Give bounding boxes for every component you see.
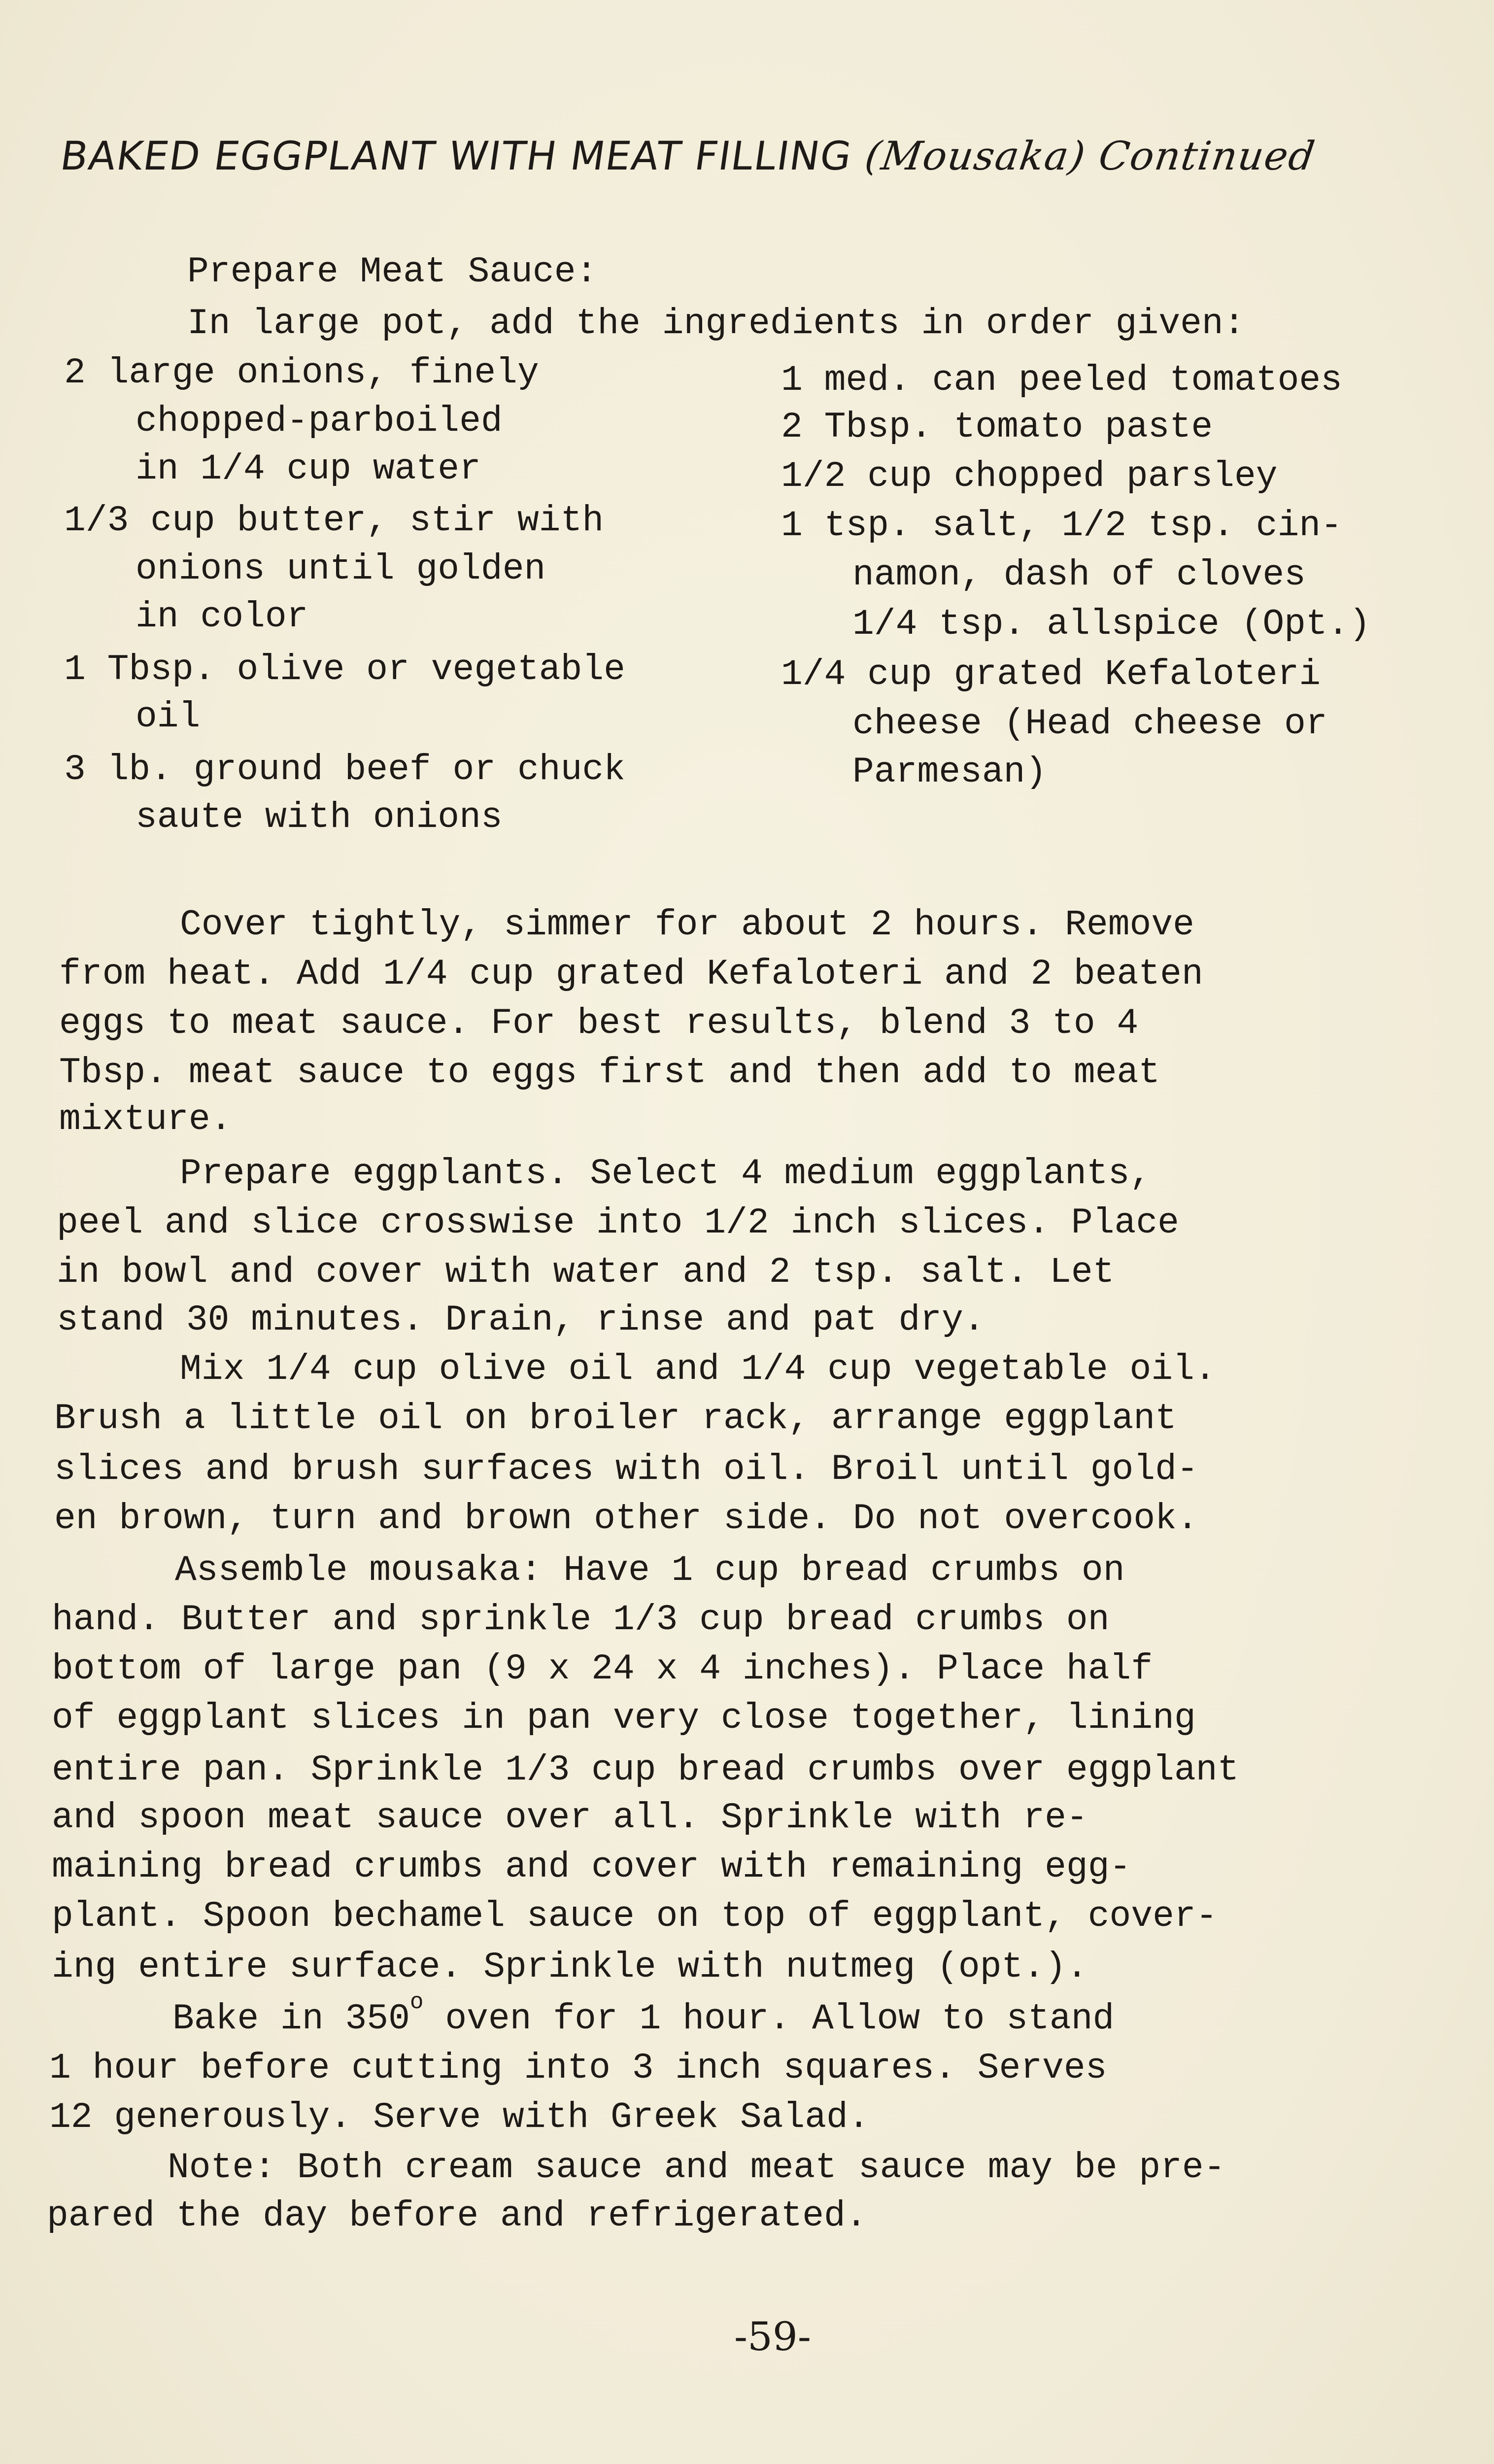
ingredient-right: 1/2 cup chopped parsley (781, 456, 1278, 497)
body-line: 1 hour before cutting into 3 inch squares. Serves (49, 2048, 1107, 2088)
body-line: plant. Spoon bechamel sauce on top of eggplant, cover- (52, 1896, 1218, 1937)
page-number: -59- (734, 2314, 811, 2360)
body-line: hand. Butter and sprinkle 1/3 cup bread crumbs on (52, 1599, 1110, 1640)
body-line: Cover tightly, simmer for about 2 hours. Remove (180, 904, 1194, 945)
body-line: in bowl and cover with water and 2 tsp. salt. Let (57, 1252, 1115, 1293)
body-line: stand 30 minutes. Drain, rinse and pat dry. (57, 1300, 985, 1340)
ingredient-right: cheese (Head cheese or (852, 703, 1327, 744)
title-continued: Continued (1096, 133, 1319, 179)
title-alt-name: (Mousaka) (862, 133, 1089, 179)
ingredient-right: Parmesan) (852, 752, 1047, 792)
ingredient-left: in 1/4 cup water (136, 448, 481, 489)
body-line: slices and brush surfaces with oil. Broil until gold- (54, 1449, 1198, 1490)
body-line (172, 1989, 1115, 2039)
body-line: Prepare eggplants. Select 4 medium eggplants, (180, 1153, 1152, 1194)
ingredient-right: 1/4 tsp. allspice (Opt.) (852, 604, 1371, 645)
body-line: eggs to meat sauce. For best results, blend 3 to 4 (59, 1003, 1139, 1044)
body-line: ing entire surface. Sprinkle with nutmeg (opt.). (52, 1947, 1088, 1987)
body-line: entire pan. Sprinkle 1/3 cup bread crumbs over eggplant (52, 1749, 1239, 1790)
title-main: BAKED EGGPLANT WITH MEAT FILLING (57, 133, 855, 179)
ingredient-left: onions until golden (136, 548, 546, 589)
bake-instruction-text: oven for 1 hour. Allow to stand (445, 1998, 1115, 2039)
ingredient-right: 1 med. can peeled tomatoes (781, 360, 1342, 401)
body-line: peel and slice crosswise into 1/2 inch slices. Place (57, 1202, 1179, 1243)
body-line: Brush a little oil on broiler rack, arrange eggplant (54, 1398, 1177, 1439)
body-line: en brown, turn and brown other side. Do not overcook. (54, 1498, 1198, 1539)
ingredient-left: in color (136, 596, 308, 637)
body-line: Assemble mousaka: Have 1 cup bread crumbs on (175, 1550, 1125, 1591)
ingredient-right: 1/4 cup grated Kefaloteri (781, 654, 1321, 695)
ingredient-right: namon, dash of cloves (852, 554, 1306, 595)
body-line: Note: Both cream sauce and meat sauce may be pre- (168, 2147, 1225, 2188)
ingredient-left: oil (136, 696, 201, 737)
ingredient-left: 3 lb. ground beef or chuck (64, 749, 625, 790)
ingredient-right: 1 tsp. salt, 1/2 tsp. cin- (781, 505, 1342, 546)
bake-temp-text: Bake in 350 (172, 1998, 410, 2039)
body-line: Mix 1/4 cup olive oil and 1/4 cup vegetable oil. (180, 1349, 1216, 1390)
ingredient-left: 2 large onions, finely (64, 352, 539, 393)
body-line: maining bread crumbs and cover with remaining egg- (52, 1847, 1131, 1887)
ingredient-left: 1/3 cup butter, stir with (64, 500, 604, 541)
body-line: mixture. (59, 1099, 232, 1140)
ingredient-left: chopped-parboiled (136, 401, 503, 442)
body-line: pared the day before and refrigerated. (47, 2195, 867, 2236)
ingredient-right: 2 Tbsp. tomato paste (781, 407, 1213, 447)
meat-sauce-heading: Prepare Meat Sauce: (187, 251, 598, 292)
degree-mark: o (409, 1989, 424, 2015)
body-line: 12 generously. Serve with Greek Salad. (49, 2097, 870, 2138)
meat-sauce-intro: In large pot, add the ingredients in order given: (187, 303, 1245, 344)
body-line: bottom of large pan (9 x 24 x 4 inches). Place half (52, 1648, 1153, 1689)
recipe-title (58, 133, 1319, 179)
body-line: of eggplant slices in pan very close together, lining (52, 1698, 1196, 1739)
ingredient-left: saute with onions (136, 797, 503, 838)
body-line: and spoon meat sauce over all. Sprinkle with re- (52, 1797, 1088, 1838)
body-line: Tbsp. meat sauce to eggs first and then add to meat (59, 1052, 1160, 1093)
body-line: from heat. Add 1/4 cup grated Kefaloteri and 2 beaten (59, 954, 1203, 994)
ingredient-left: 1 Tbsp. olive or vegetable (64, 649, 625, 690)
